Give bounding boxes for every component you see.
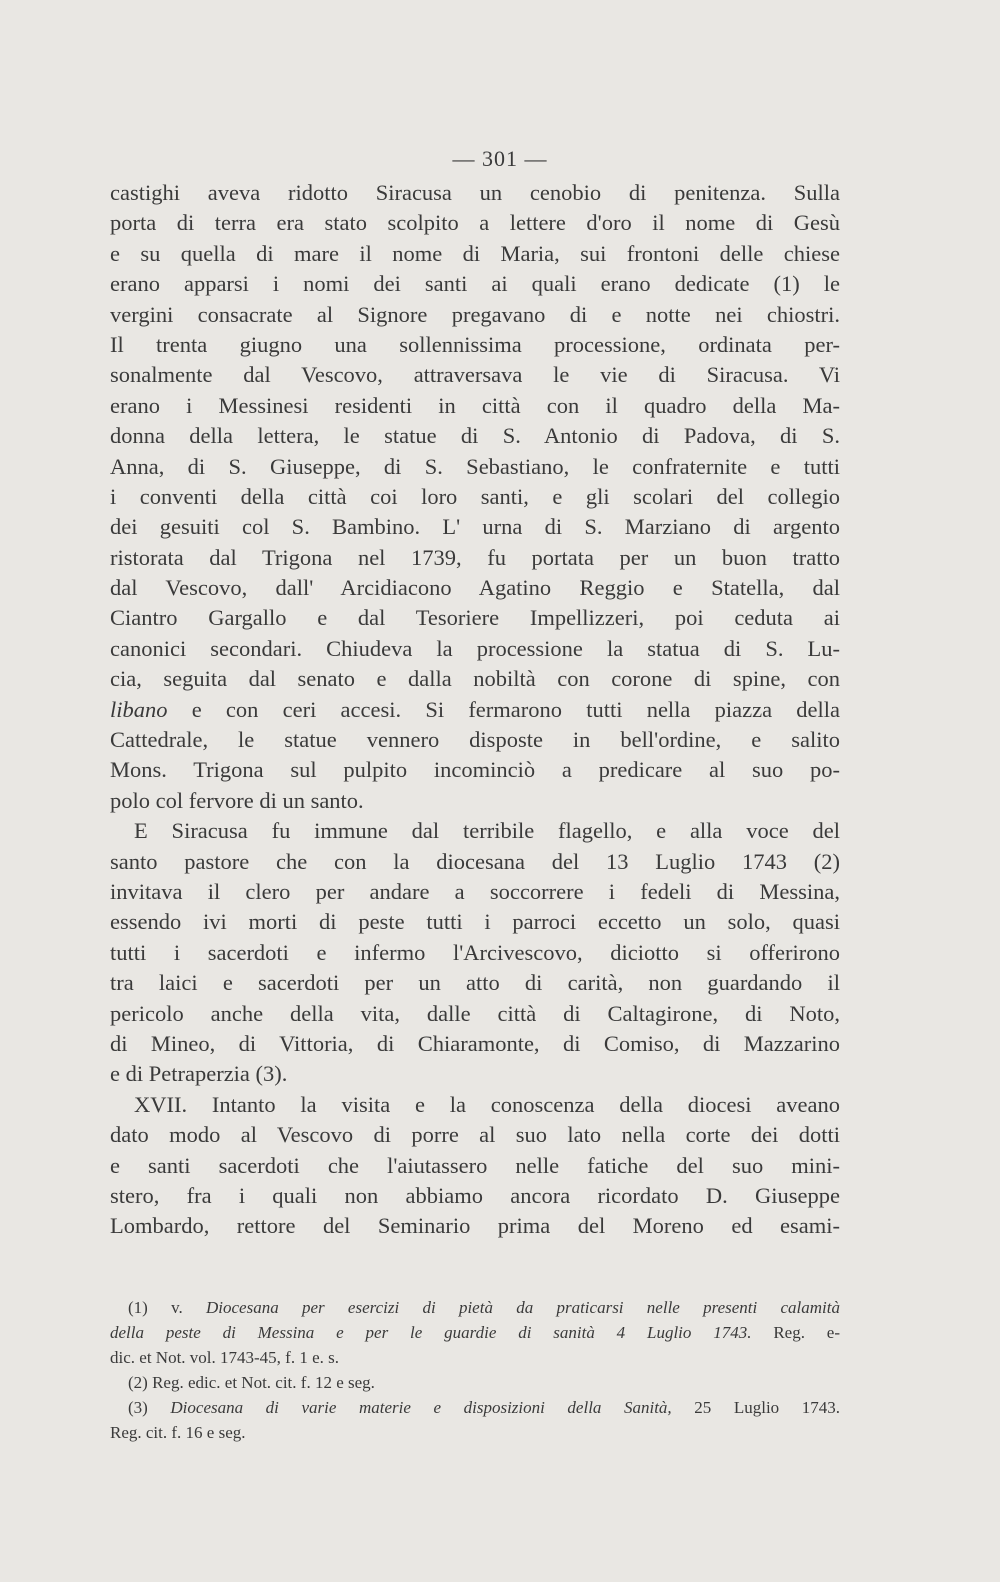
body-text (110, 178, 840, 1242)
footnote-3-line (110, 1395, 840, 1420)
text-line: e di Petraperzia (3). (110, 1061, 288, 1087)
text-line: stero, fra i quali non abbiamo ancora ricordato D. Giuseppe (110, 1182, 840, 1208)
footnote-1-ref: Reg. e- (773, 1323, 840, 1342)
text-line: santo pastore che con la diocesana del 13 Luglio 1743 (2) (110, 848, 840, 874)
text-line: invitava il clero per andare a soccorrere i fedeli di Messina, (110, 878, 840, 904)
text-line: dal Vescovo, dall' Arcidiacono Agatino Reggio e Statella, dal (110, 575, 840, 601)
text-line: Ciantro Gargallo e dal Tesoriere Impellizzeri, poi ceduta ai (110, 605, 840, 631)
text-line: XVII. Intanto la visita e la conoscenza della diocesi aveano (134, 1091, 840, 1117)
footnote-3-date: 25 Luglio 1743. (694, 1398, 840, 1417)
text-line: porta di terra era stato scolpito a lettere d'oro il nome di Gesù (110, 210, 840, 236)
text-line: dei gesuiti col S. Bambino. L' urna di S. Marziano di argento (110, 514, 840, 540)
text-line: canonici secondari. Chiudeva la processione la statua di S. Lu- (110, 635, 840, 661)
text-line-libano (110, 695, 840, 725)
text-line: Lombardo, rettore del Seminario prima del Moreno ed esami- (110, 1213, 840, 1239)
text-line: cia, seguita dal senato e dalla nobiltà con corone di spine, con (110, 666, 840, 692)
footnote-1-title: Diocesana per esercizi di pietà da praticarsi nelle presenti calamità (206, 1298, 840, 1317)
text-line: E Siracusa fu immune dal terribile flagello, e alla voce del (134, 818, 840, 844)
footnote-1-number: (1) (128, 1298, 148, 1317)
italic-word: libano (110, 696, 168, 722)
text-line: erano i Messinesi residenti in città con il quadro della Ma- (110, 392, 840, 418)
footnote-3-number: (3) (128, 1398, 148, 1417)
footnote-2: (2) Reg. edic. et Not. cit. f. 12 e seg. (128, 1373, 375, 1392)
text-line: donna della lettera, le statue di S. Antonio di Padova, di S. (110, 423, 840, 449)
text-line: e santi sacerdoti che l'aiutassero nelle fatiche del suo mini- (110, 1152, 840, 1178)
footnote-1-line: dic. et Not. vol. 1743-45, f. 1 e. s. (110, 1348, 339, 1367)
text-line: essendo ivi morti di peste tutti i parroci eccetto un solo, quasi (110, 909, 840, 935)
text-line: e su quella di mare il nome di Maria, sui frontoni delle chiese (110, 240, 840, 266)
text-line: polo col fervore di un santo. (110, 787, 364, 813)
text-line: tra laici e sacerdoti per un atto di carità, non guardando il (110, 970, 840, 996)
footnotes (110, 1295, 840, 1445)
text-line: Il trenta giugno una sollennissima processione, ordinata per- (110, 331, 840, 357)
footnote-1-line (110, 1295, 840, 1320)
footnote-3-title: Diocesana di varie materie e disposizioni della Sanità, (170, 1398, 672, 1417)
text-line: ristorata dal Trigona nel 1739, fu portata per un buon tratto (110, 544, 840, 570)
text-line: tutti i sacerdoti e infermo l'Arcivescovo, diciotto si offerirono (110, 939, 840, 965)
text-line: dato modo al Vescovo di porre al suo lato nella corte dei dotti (110, 1122, 840, 1148)
text-line: pericolo anche della vita, dalle città di Caltagirone, di Noto, (110, 1000, 840, 1026)
text-line: di Mineo, di Vittoria, di Chiaramonte, di Comiso, di Mazzarino (110, 1030, 840, 1056)
footnote-3-line: Reg. cit. f. 16 e seg. (110, 1423, 246, 1442)
text-line: sonalmente dal Vescovo, attraversava le vie di Siracusa. Vi (110, 362, 840, 388)
footnote-1-title-cont: della peste di Messina e per le guardie di sanità 4 Luglio 1743. (110, 1323, 752, 1342)
text-line: Cattedrale, le statue vennero disposte in bell'ordine, e salito (110, 727, 840, 753)
text-line-rest: e con ceri accesi. Si fermarono tutti nella piazza della (191, 696, 840, 722)
text-line: vergini consacrate al Signore pregavano di e notte nei chiostri. (110, 301, 840, 327)
text-line: Mons. Trigona sul pulpito incominciò a predicare al suo po- (110, 757, 840, 783)
text-line: castighi aveva ridotto Siracusa un cenobio di penitenza. Sulla (110, 180, 840, 205)
text-line: Anna, di S. Giuseppe, di S. Sebastiano, le confraternite e tutti (110, 453, 840, 479)
page-number: — 301 — (452, 146, 548, 171)
footnote-1-line (110, 1320, 840, 1345)
text-line: erano apparsi i nomi dei santi ai quali erano dedicate (1) le (110, 271, 840, 297)
text-line: i conventi della città coi loro santi, e gli scolari del collegio (110, 483, 840, 509)
footnote-1-v: v. (171, 1298, 183, 1317)
